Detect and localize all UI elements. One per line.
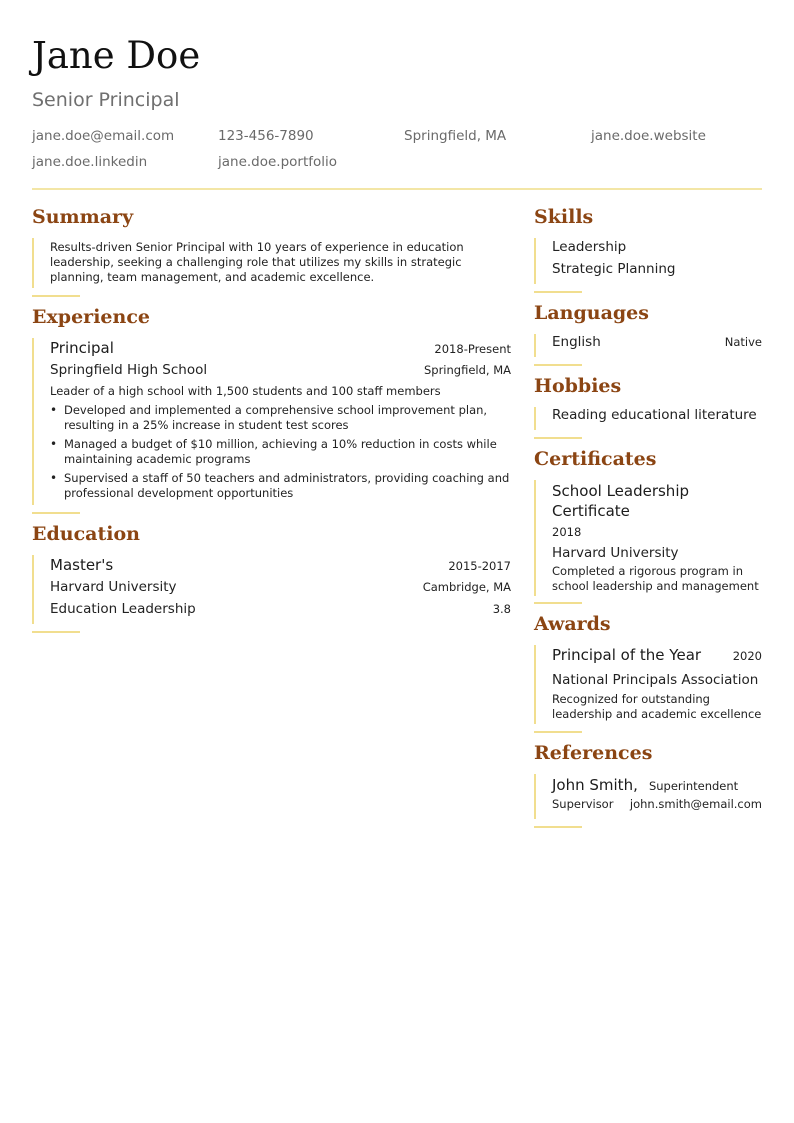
skills-list [534,238,762,284]
experience-heading: Experience [32,306,150,328]
experience-section [32,306,511,514]
contact-phone[interactable]: 123-456-7890 [218,128,314,144]
skills-section [534,206,762,293]
awards-heading: Awards [534,613,611,635]
references-heading: References [534,742,653,764]
education-section [32,523,511,633]
language-item [552,334,762,356]
references-section [534,742,762,828]
job-role: Principal [50,339,114,357]
section-divider [32,295,80,297]
school-name: Harvard University [50,579,177,595]
languages-section [534,302,762,366]
reference-name: John Smith, [552,776,638,794]
certificate-name: School Leadership Certificate [552,482,690,520]
section-divider [534,437,582,439]
education-heading: Education [32,523,140,545]
job-location: Springfield, MA [423,363,511,377]
contact-linkedin[interactable]: jane.doe.linkedin [32,154,148,170]
reference-item [534,774,762,819]
section-divider [534,826,582,828]
award-item [534,645,762,724]
job-bullet: • Supervised a staff of 50 teachers and administrators, providing coaching and professional development opportunities [50,471,511,501]
section-divider [32,512,80,514]
certificate-issuer: Harvard University [552,545,679,561]
candidate-title: Senior Principal [32,89,180,111]
award-name: Principal of the Year [552,646,702,664]
education-dates: 2015-2017 [448,559,511,573]
job-description: Leader of a high school with 1,500 students and 100 staff members [50,384,441,398]
field-of-study: Education Leadership [50,601,196,617]
reference-email[interactable]: john.smith@email.com [629,797,762,811]
job-dates: 2018-Present [434,342,511,356]
job-achievements [50,403,511,501]
skill-item: Strategic Planning [552,261,676,277]
awards-section [534,613,762,733]
contact-website[interactable]: jane.doe.website [591,128,706,144]
section-divider [534,731,582,733]
reference-title: Superintendent [648,779,739,793]
school-location: Cambridge, MA [422,580,511,594]
candidate-name: Jane Doe [32,34,201,77]
left-column [32,206,511,633]
hobbies-list [534,407,762,430]
job-organization: Springfield High School [50,362,208,378]
certificate-year: 2018 [552,525,582,539]
summary-body [32,238,511,288]
certificate-description: Completed a rigorous program in school leadership and management [552,564,759,593]
languages-heading: Languages [534,302,649,324]
language-name: English [552,334,601,350]
section-divider [32,631,80,633]
certificates-heading: Certificates [534,448,657,470]
contact-email[interactable]: jane.doe@email.com [32,128,175,144]
award-description: Recognized for outstanding leadership and academic excellence [552,692,762,721]
job-bullet: • Developed and implemented a comprehensive school improvement plan, resulting in a 25% increase in student test scores [50,403,511,433]
experience-item [32,338,511,505]
certificate-item [534,480,762,596]
award-issuer: National Principals Association [552,672,759,688]
section-divider [534,602,582,604]
section-divider [534,291,582,293]
award-year: 2020 [732,649,762,663]
education-item [32,555,511,624]
languages-list [534,334,762,357]
reference-relation: Supervisor [552,797,614,811]
contact-portfolio[interactable]: jane.doe.portfolio [218,154,338,170]
summary-text: Results-driven Senior Principal with 10 years of experience in education leadership, seeking a challenging role that utilizes my skills in strategic planning, team management, and academic excellence. [50,240,464,284]
degree: Master's [50,556,114,574]
right-column [534,206,762,828]
hobbies-section [534,375,762,439]
header-divider [32,188,762,190]
skills-heading: Skills [534,206,594,228]
hobbies-heading: Hobbies [534,375,622,397]
summary-section [32,206,511,297]
section-divider [534,364,582,366]
job-bullet: • Managed a budget of $10 million, achieving a 10% reduction in costs while maintaining academic programs [50,437,511,467]
gpa: 3.8 [492,602,511,616]
contact-location: Springfield, MA [404,128,507,144]
hobby-item: Reading educational literature [552,407,757,423]
skill-item: Leadership [552,239,627,255]
certificates-section [534,448,762,604]
summary-heading: Summary [32,206,134,228]
language-level: Native [724,335,762,349]
